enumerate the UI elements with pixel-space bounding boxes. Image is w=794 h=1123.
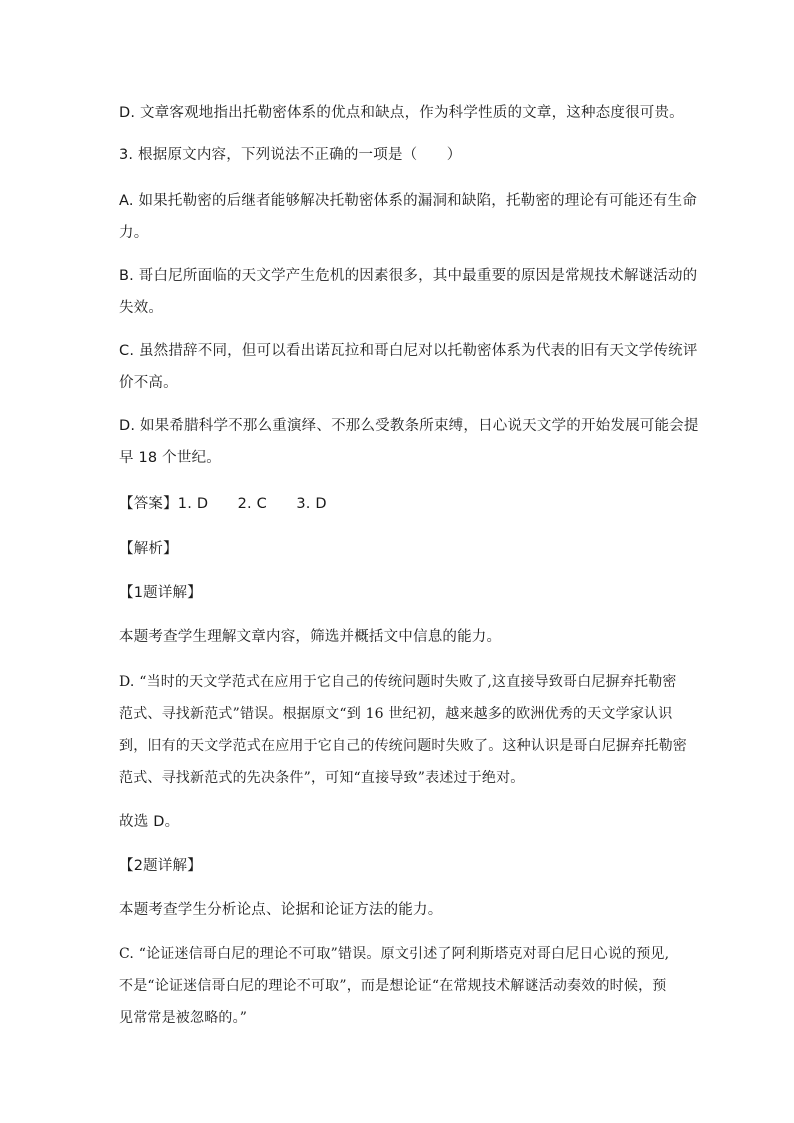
q3-option-d-line1: D. 如果希腊科学不那么重演绎、不那么受教条所束缚，日心说天文学的开始发展可能会提 (119, 418, 699, 434)
q3-stem: 3. 根据原文内容，下列说法不正确的一项是（ ） (119, 147, 462, 163)
q3-option-b-line1: B. 哥白尼所面临的天文学产生危机的因素很多，其中最重要的原因是常规技术解谜活动的 (119, 268, 698, 284)
detail2-c-line3: 见常常是被忽略的。” (119, 1010, 248, 1026)
q3-option-a-line2: 力。 (119, 225, 149, 241)
detail1-d-line2: 范式、寻找新范式”错误。根据原文“到 16 世纪初，越来越多的欧洲优秀的天文学家认识 (119, 706, 673, 722)
detail1-title: 【1题详解】 (119, 585, 202, 601)
detail1-choice: 故选 D。 (119, 814, 180, 830)
detail2-c-line1: C. “论证迷信哥白尼的理论不可取”错误。原文引述了阿利斯塔克对哥白尼日心说的预见, (119, 946, 670, 962)
q3-option-d-line2: 早 18 个世纪。 (119, 450, 221, 466)
detail1-d-line3: 到，旧有的天文学范式在应用于它自己的传统问题时失败了。这种认识是哥白尼摒弃托勒密 (119, 738, 687, 754)
answer-line: 【答案】1. D 2. C 3. D (119, 496, 327, 512)
detail2-c-line2: 不是“论证迷信哥白尼的理论不可取”，而是想论证“在常规技术解谜活动奏效的时候，预 (119, 978, 667, 994)
detail2-text: 本题考查学生分析论点、论据和论证方法的能力。 (119, 902, 443, 918)
q3-option-c-line1: C. 虽然措辞不同，但可以看出诺瓦拉和哥白尼对以托勒密体系为代表的旧有天文学传统评 (119, 343, 698, 359)
q3-option-a-line1: A. 如果托勒密的后继者能够解决托勒密体系的漏洞和缺陷，托勒密的理论有可能还有生命 (119, 193, 698, 209)
detail1-text: 本题考查学生理解文章内容，筛选并概括文中信息的能力。 (119, 629, 502, 645)
analysis-heading: 【解析】 (119, 541, 178, 557)
q3-option-b-line2: 失效。 (119, 300, 164, 316)
detail2-title: 【2题详解】 (119, 858, 202, 874)
detail1-d-line4: 范式、寻找新范式的先决条件”，可知“直接导致”表述过于绝对。 (119, 770, 525, 786)
q2-option-d: D. 文章客观地指出托勒密体系的优点和缺点，作为科学性质的文章，这种态度很可贵。 (119, 105, 684, 121)
detail1-d-line1: D. “当时的天文学范式在应用于它自己的传统问题时失败了,这直接导致哥白尼摒弃托勒密 (119, 674, 677, 690)
q3-option-c-line2: 价不高。 (119, 375, 178, 391)
